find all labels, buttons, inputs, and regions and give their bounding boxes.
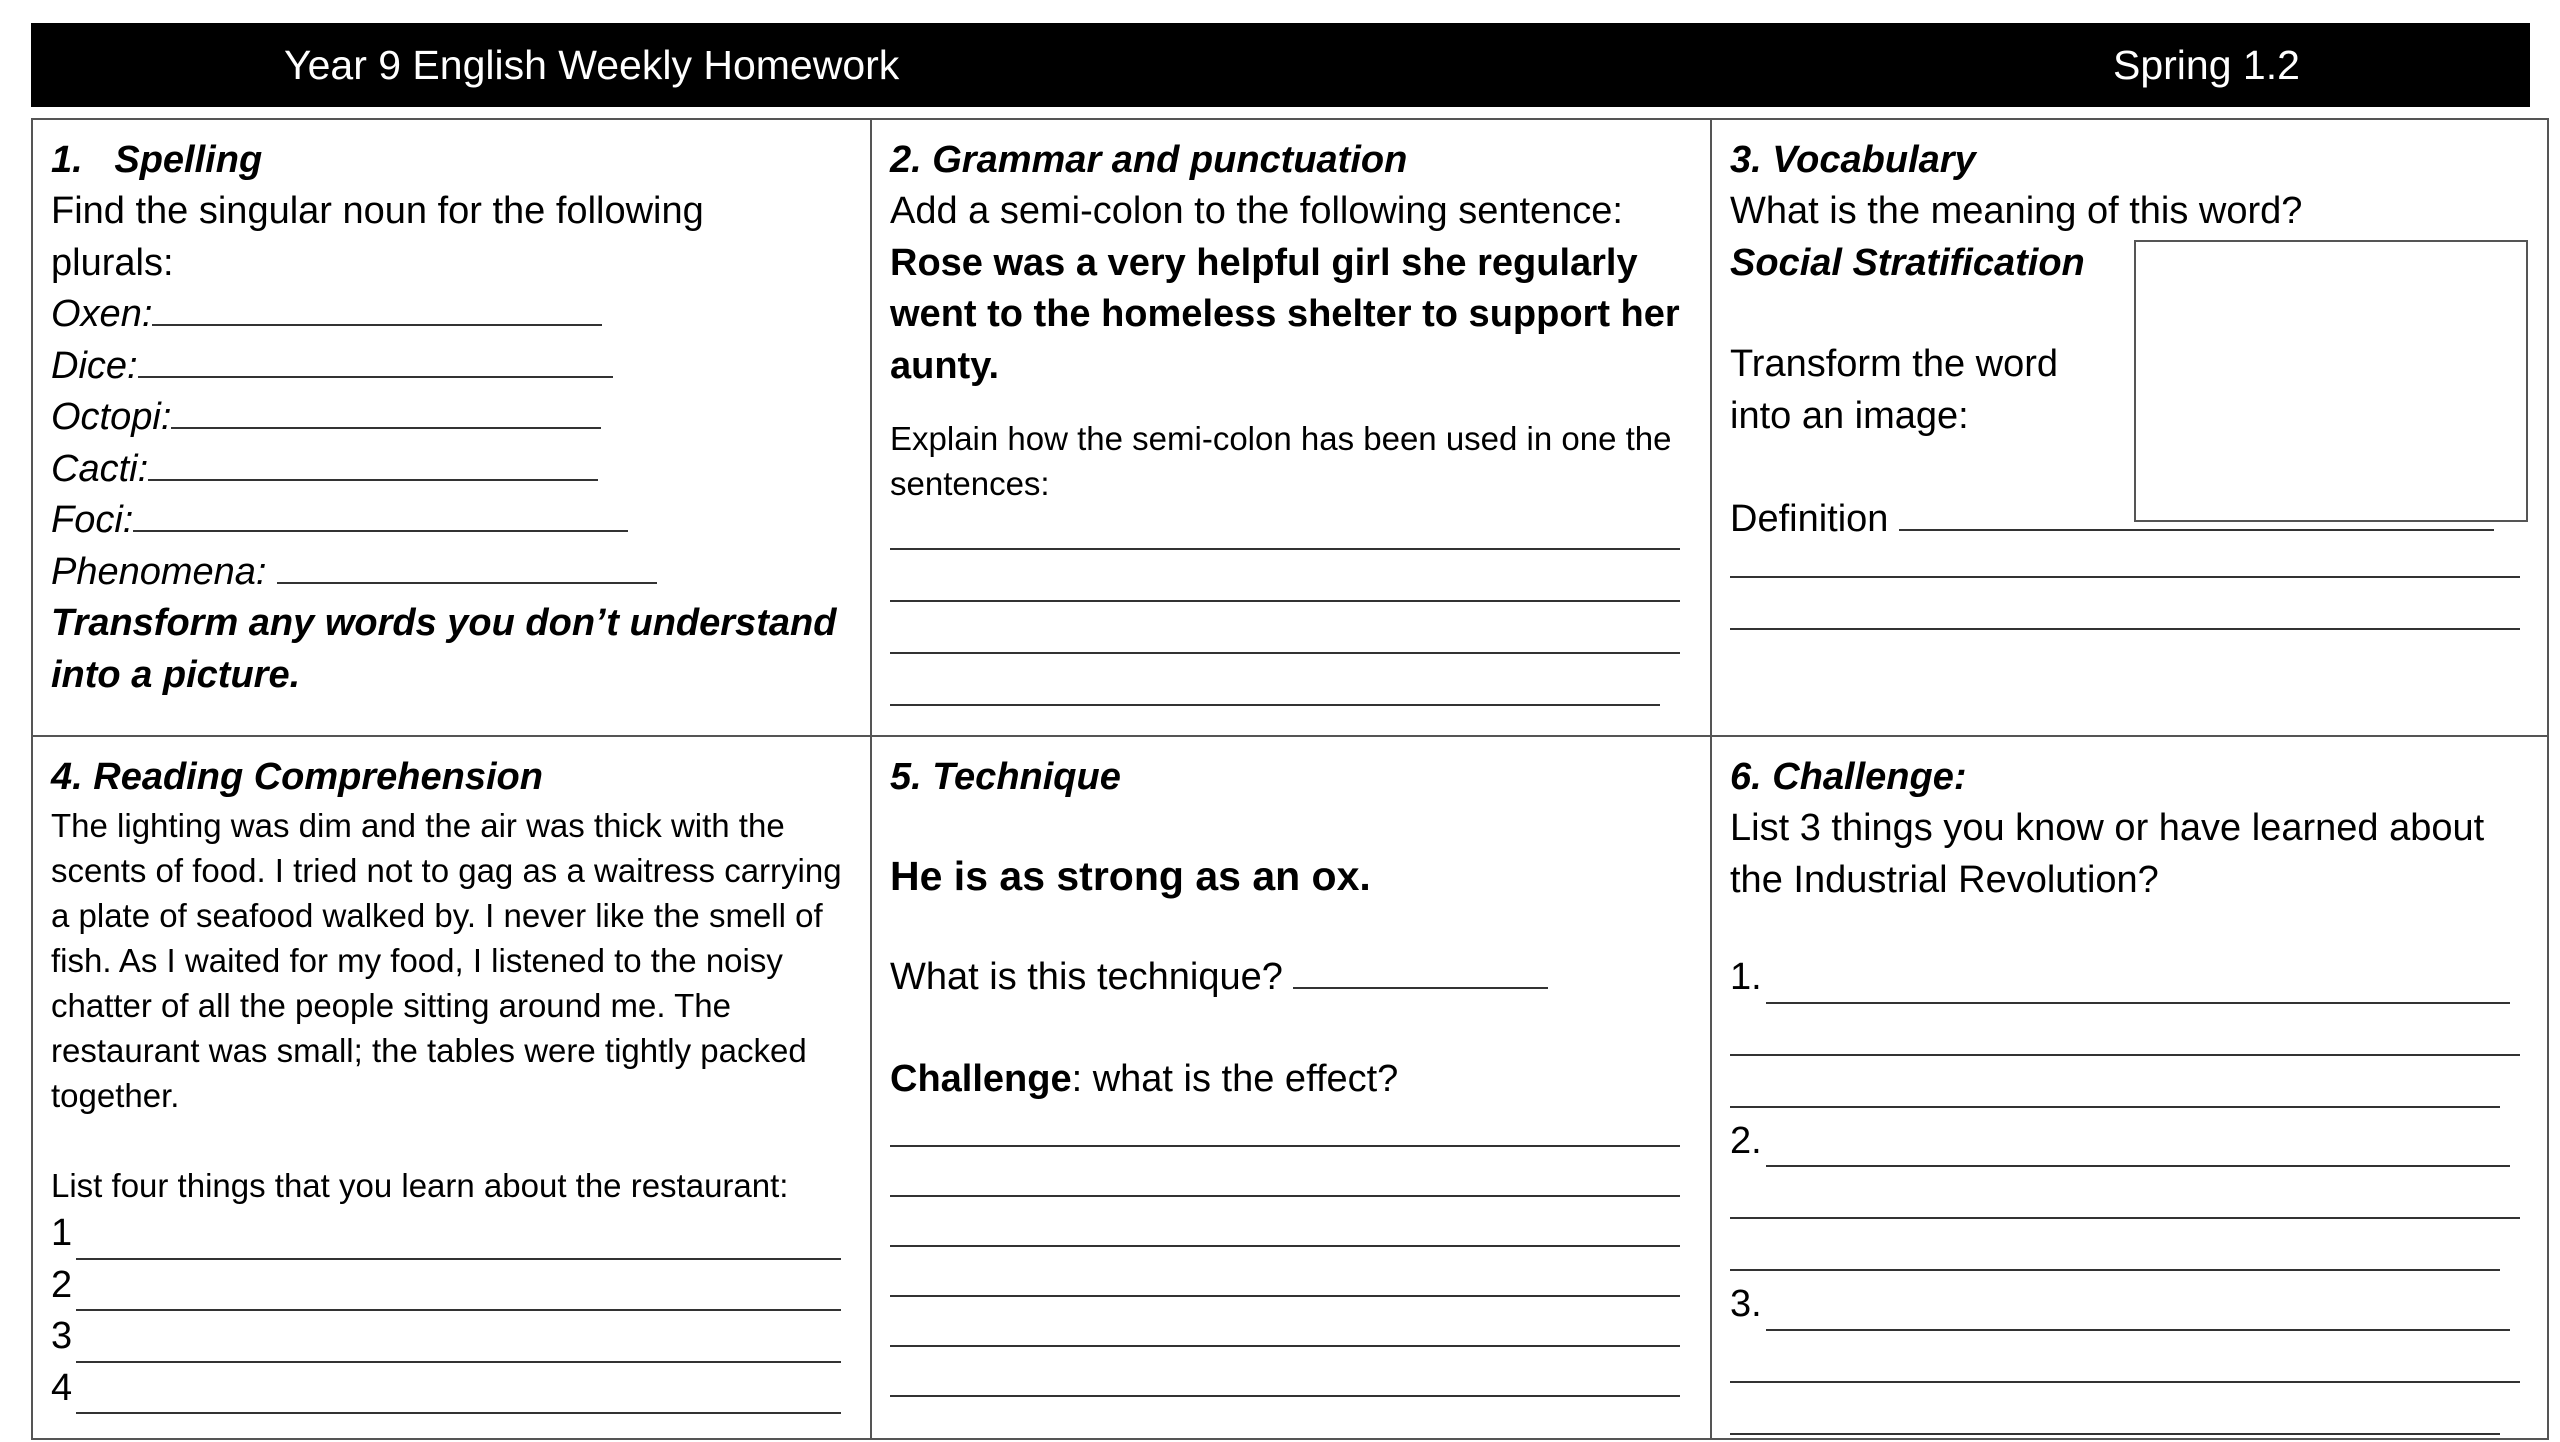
answer-line[interactable] <box>1730 1269 2500 1271</box>
answer-line[interactable] <box>1730 628 2520 630</box>
answer-line-3[interactable] <box>51 1311 841 1363</box>
spelling-word-row <box>51 341 852 393</box>
definition-label: Definition <box>1730 498 1889 540</box>
spelling-word-row <box>51 444 852 496</box>
answer-fill[interactable] <box>1766 1129 2510 1167</box>
answer-line[interactable] <box>890 1145 1680 1147</box>
answer-fill[interactable] <box>76 1222 841 1260</box>
reading-passage: The lighting was dim and the air was thick with the scents of food. I tried not to gag as a waitress carrying a plate of seafood walked by. I never like the smell of fish. As I waited for my food, I listened to the noisy chatter of all the people sitting around me. The restaurant was small; the tables were tightly packed together. <box>51 807 842 1114</box>
technique-section <box>872 737 1710 1442</box>
answer-line[interactable] <box>1730 1054 2520 1056</box>
vocabulary-section <box>1712 120 2549 735</box>
line-number: 2 <box>51 1263 73 1306</box>
answer-line-1[interactable] <box>51 1208 841 1260</box>
line-number: 3 <box>51 1315 73 1357</box>
grammar-sentence: Rose was a very helpful girl she regularly went to the homeless shelter to support her aunty. <box>890 241 1680 387</box>
spelling-section <box>33 120 870 735</box>
technique-challenge <box>890 1054 1692 1106</box>
answer-blank[interactable] <box>171 395 601 429</box>
answer-line[interactable] <box>890 1195 1680 1197</box>
grammar-explain: Explain how the semi-colon has been used in one the sentences: <box>890 420 1672 502</box>
spelling-word: Octopi: <box>51 396 172 438</box>
technique-question: What is this technique? <box>890 956 1283 998</box>
spelling-word-row <box>51 495 852 547</box>
answer-line[interactable] <box>890 1245 1680 1247</box>
answer-blank[interactable] <box>133 498 628 532</box>
spelling-word: Foci: <box>51 499 134 541</box>
answer-line-2[interactable] <box>51 1260 841 1312</box>
challenge-section <box>1712 737 2549 1442</box>
answer-line[interactable] <box>890 600 1680 602</box>
answer-line[interactable] <box>890 1295 1680 1297</box>
answer-line[interactable] <box>1730 1381 2520 1383</box>
answer-line[interactable] <box>1730 1433 2500 1435</box>
answer-line[interactable] <box>890 704 1660 706</box>
challenge-answer-1[interactable] <box>1730 952 2510 1004</box>
spelling-word: Cacti: <box>51 447 149 490</box>
technique-question-row <box>890 952 1692 1004</box>
technique-heading: 5. Technique <box>890 756 1121 798</box>
answer-line[interactable] <box>890 548 1680 550</box>
grammar-heading: 2. Grammar and punctuation <box>890 139 1408 181</box>
spelling-instruction: Find the singular noun for the following plurals: <box>51 190 704 284</box>
answer-line[interactable] <box>1730 1217 2520 1219</box>
answer-fill[interactable] <box>76 1325 841 1363</box>
spelling-note: Transform any words you don’t understand into a picture. <box>51 602 837 696</box>
challenge-heading: 6. Challenge: <box>1730 756 1967 798</box>
vocabulary-transform: Transform the word into an image: <box>1730 343 2059 437</box>
answer-fill[interactable] <box>1766 1293 2510 1331</box>
answer-blank[interactable] <box>277 550 657 584</box>
spelling-word-row <box>51 289 852 341</box>
challenge-text: : what is the effect? <box>1071 1057 1399 1100</box>
worksheet-title: Year 9 English Weekly Homework <box>284 42 900 88</box>
grammar-instruction: Add a semi-colon to the following sentence: <box>890 190 1623 232</box>
answer-fill[interactable] <box>76 1273 841 1311</box>
spelling-word: Dice: <box>51 344 138 387</box>
vocabulary-heading: 3. Vocabulary <box>1730 139 1976 181</box>
worksheet-header <box>31 23 2530 107</box>
line-number: 1 <box>51 1212 73 1254</box>
answer-line[interactable] <box>1730 576 2520 578</box>
vocabulary-question: What is the meaning of this word? <box>1730 190 2303 232</box>
image-drawing-box[interactable] <box>2134 240 2528 522</box>
line-number: 1. <box>1730 956 1762 998</box>
spelling-word: Oxen: <box>51 293 153 335</box>
answer-blank[interactable] <box>148 447 598 481</box>
spelling-word-row <box>51 547 852 599</box>
spelling-word: Phenomena: <box>51 550 267 593</box>
grammar-section <box>872 120 1710 735</box>
answer-line[interactable] <box>890 1345 1680 1347</box>
challenge-label: Challenge <box>890 1057 1072 1100</box>
challenge-question: List 3 things you know or have learned about the Industrial Revolution? <box>1730 807 2485 901</box>
reading-section <box>33 737 870 1442</box>
line-number: 4 <box>51 1366 73 1409</box>
answer-blank[interactable] <box>152 292 602 326</box>
vocabulary-word: Social Stratification <box>1730 241 2085 284</box>
answer-line[interactable] <box>1730 1106 2500 1108</box>
challenge-answer-2[interactable] <box>1730 1116 2510 1168</box>
reading-heading: 4. Reading Comprehension <box>51 756 543 798</box>
line-number: 3. <box>1730 1283 1762 1325</box>
challenge-answer-3[interactable] <box>1730 1279 2510 1331</box>
spelling-word-row <box>51 392 852 444</box>
answer-fill[interactable] <box>76 1376 841 1414</box>
term-label: Spring 1.2 <box>2113 42 2300 88</box>
answer-fill[interactable] <box>1766 966 2510 1004</box>
answer-line[interactable] <box>890 652 1680 654</box>
spelling-heading: 1. Spelling <box>51 139 263 181</box>
homework-grid <box>31 118 2549 1440</box>
answer-line[interactable] <box>890 1395 1680 1397</box>
answer-line-4[interactable] <box>51 1363 841 1415</box>
technique-sentence: He is as strong as an ox. <box>890 853 1371 899</box>
answer-blank[interactable] <box>138 344 613 378</box>
reading-task: List four things that you learn about the restaurant: <box>51 1167 789 1204</box>
line-number: 2. <box>1730 1119 1762 1162</box>
answer-blank[interactable] <box>1293 955 1548 989</box>
